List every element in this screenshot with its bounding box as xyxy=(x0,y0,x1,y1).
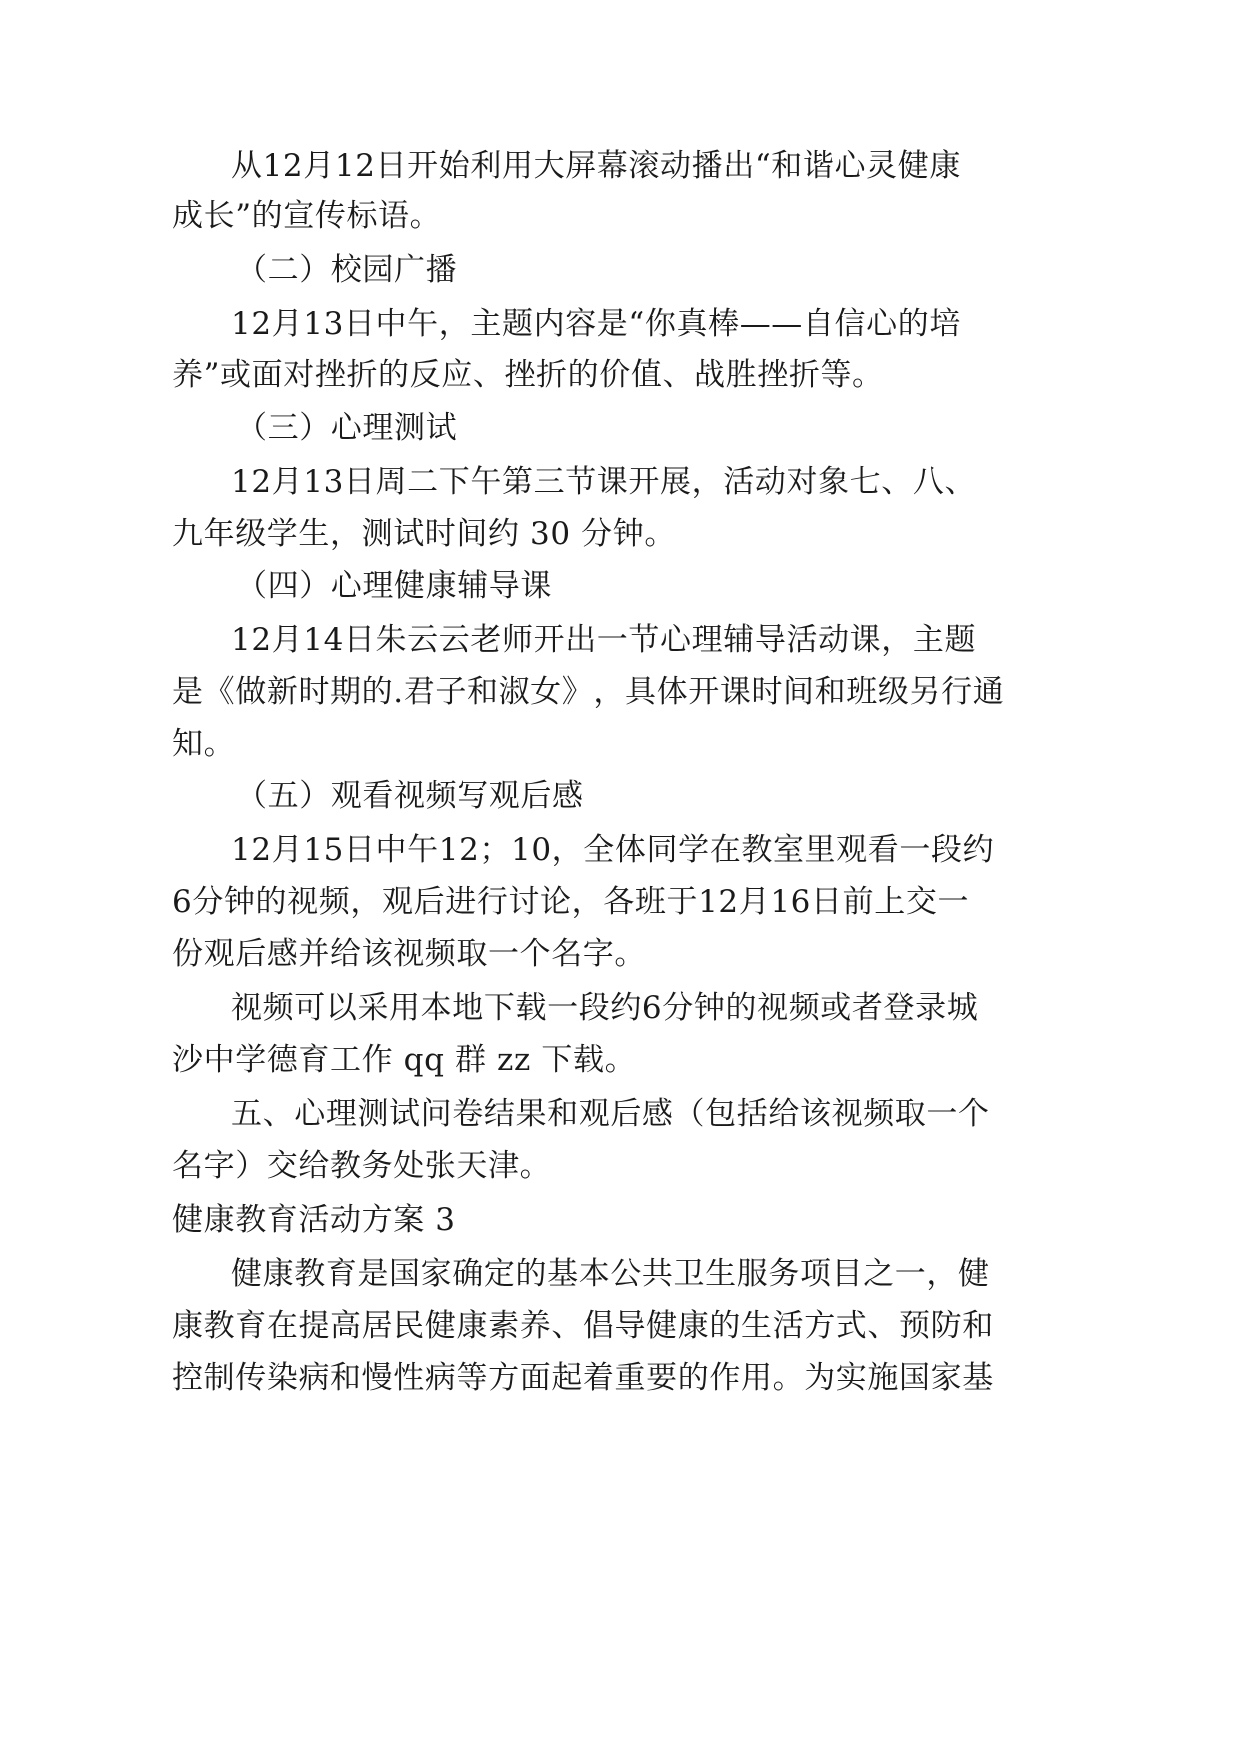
body-line: 成长”的宣传标语。 xyxy=(172,198,442,234)
section-heading: （二）校园广播 xyxy=(236,252,458,288)
body-line: 是 《 做 新 时 期 的 . 君 子 和 淑 女 》 ， 具 体 开 课 时 间 和 班 级 另 行 通 xyxy=(172,674,1005,710)
body-line: 九年级学生，测试时间约 30 分钟。 xyxy=(172,516,676,552)
body-line: 视 频 可 以 采 用 本 地 下 载 一 段 约 6 分 钟 的 视 频 或 者 登 录 城 xyxy=(231,990,979,1026)
body-line: 12 月 15 日 中 午 12 ； 10 ， 全 体 同 学 在 教 室 里 观 看 一 段 约 xyxy=(231,832,995,868)
body-line: 12 月 14 日 朱 云 云 老 师 开 出 一 节 心 理 辅 导 活 动 课 ， 主 题 xyxy=(231,622,977,658)
body-line: 从 12 月 12 日 开 始 利 用 大 屏 幕 滚 动 播 出 “ 和 谐 心 灵 健 康 xyxy=(231,148,961,184)
section-heading: （五）观看视频写观后感 xyxy=(236,778,584,814)
body-line: 健 康 教 育 是 国 家 确 定 的 基 本 公 共 卫 生 服 务 项 目 之 一 ， 健 xyxy=(231,1256,990,1292)
section-heading: （三）心理测试 xyxy=(236,410,458,446)
body-line: 12 月 13 日 周 二 下 午 第 三 节 课 开 展 ， 活 动 对 象 七 、 八 、 xyxy=(231,464,977,500)
body-line: 6 分 钟 的 视 频 ， 观 后 进 行 讨 论 ， 各 班 于 12 月 16 日 前 上 交 一 xyxy=(172,884,970,920)
body-line: 名字）交给教务处张天津。 xyxy=(172,1148,552,1184)
body-line: 康 教 育 在 提 高 居 民 健 康 素 养 、 倡 导 健 康 的 生 活 方 式 、 预 防 和 xyxy=(172,1308,994,1344)
body-line: 沙中学德育工作 qq 群 zz 下载。 xyxy=(172,1042,637,1078)
body-line: 份观后感并给该视频取一个名字。 xyxy=(172,936,646,972)
body-line: 五 、 心 理 测 试 问 卷 结 果 和 观 后 感 （ 包 括 给 该 视 频 取 一 个 xyxy=(231,1096,990,1132)
body-line: 控 制 传 染 病 和 慢 性 病 等 方 面 起 着 重 要 的 作 用 。 为 实 施 国 家 基 xyxy=(172,1360,994,1396)
body-line: 12 月 13 日 中 午 ， 主 题 内 容 是 “ 你 真 棒 — — 自 信 心 的 培 xyxy=(231,306,961,342)
section-title: 健康教育活动方案 3 xyxy=(172,1202,456,1238)
body-line: 知。 xyxy=(172,726,236,762)
body-line: 养”或面对挫折的反应、挫折的价值、战胜挫折等。 xyxy=(172,357,884,393)
section-heading: （四）心理健康辅导课 xyxy=(236,568,552,604)
